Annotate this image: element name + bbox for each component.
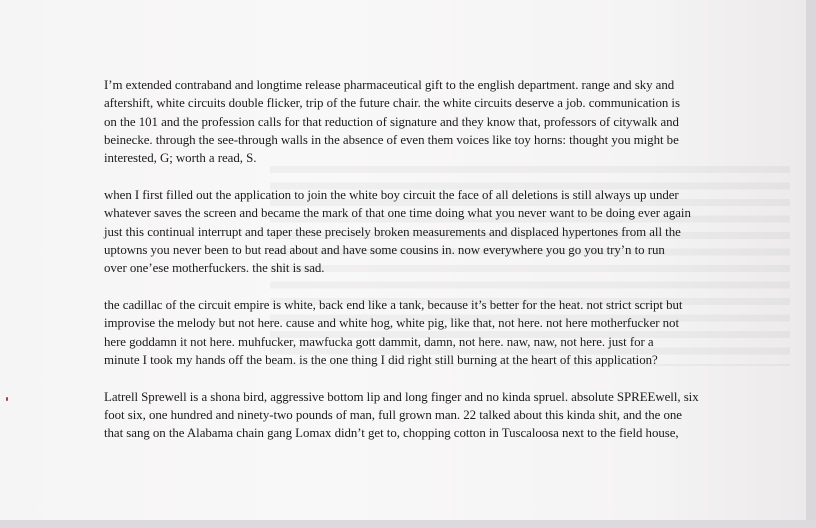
text-line: here goddamn it not here. muhfucker, mawfucka gott dammit, damn, not here. naw, naw, not here. just for a xyxy=(104,334,654,349)
page-bottom-edge xyxy=(0,520,816,528)
body-text xyxy=(104,76,722,461)
text-line: on the 101 and the profession calls for that reduction of signature and they know that, professors of citywalk and xyxy=(104,114,679,129)
text-line: whatever saves the screen and became the mark of that one time doing what you never want to be doing ever again xyxy=(104,206,691,221)
text-line: interested, G; worth a read, S. xyxy=(104,151,257,166)
text-line: when I first filled out the application to join the white boy circuit the face of all deletions is still always up under xyxy=(104,187,679,202)
page-right-edge xyxy=(806,0,816,528)
text-line: foot six, one hundred and ninety-two pounds of man, full grown man. 22 talked about this kinda shit, and the one xyxy=(104,407,682,422)
text-line: beinecke. through the see-through walls in the absence of even them voices like toy horns: thought you might be xyxy=(104,132,679,147)
paragraph-4 xyxy=(104,388,722,443)
paragraph-2 xyxy=(104,186,722,277)
text-line: Latrell Sprewell is a shona bird, aggressive bottom lip and long finger and no kinda spruel. absolute SPREEwell, six xyxy=(104,389,699,404)
paragraph-1 xyxy=(104,76,722,167)
text-line: aftershift, white circuits double flicker, trip of the future chair. the white circuits deserve a job. communication is xyxy=(104,96,680,111)
text-line: just this continual interrupt and taper these precisely broken measurements and displaced hypertones from all the xyxy=(104,224,681,239)
text-line: I’m extended contraband and longtime release pharmaceutical gift to the english department. range and sky and xyxy=(104,78,675,92)
ink-mark xyxy=(6,397,8,401)
text-line: over one’ese motherfuckers. the shit is sad. xyxy=(104,261,325,276)
paragraph-3 xyxy=(104,296,722,369)
text-line: the cadillac of the circuit empire is white, back end like a tank, because it’s better for the heat. not strict script but xyxy=(104,297,683,312)
text-line: improvise the melody but not here. cause and white hog, white pig, like that, not here. not here motherfucker not xyxy=(104,316,679,331)
text-line: that sang on the Alabama chain gang Lomax didn’t get to, chopping cotton in Tuscaloosa next to the field house, xyxy=(104,426,679,441)
text-line: uptowns you never been to but read about and have some cousins in. now everywhere you go you try’n to run xyxy=(104,242,665,257)
text-line: minute I took my hands off the beam. is the one thing I did right still burning at the heart of this application? xyxy=(104,352,658,367)
